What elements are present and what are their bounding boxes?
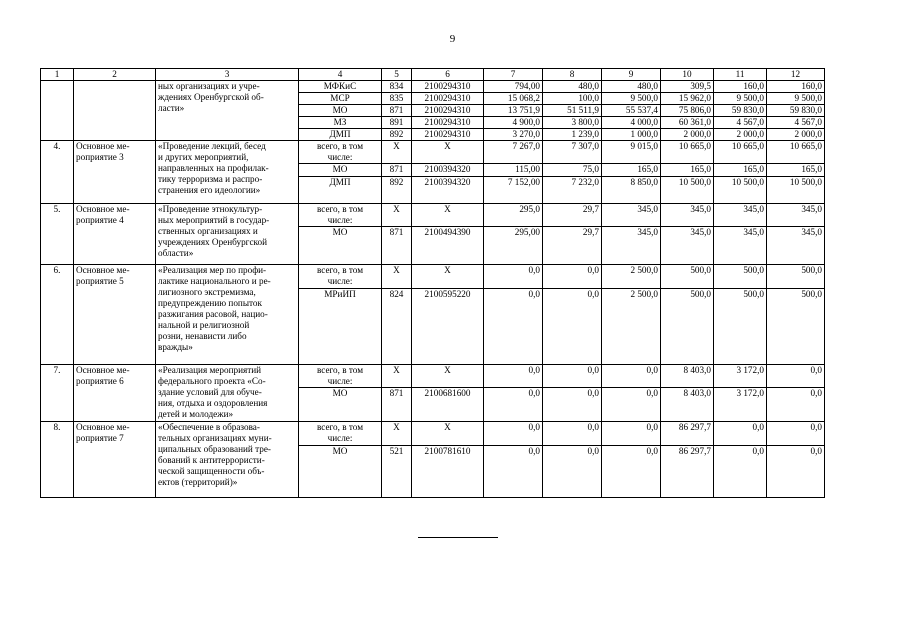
type-cell [74, 81, 156, 141]
code-cell: X [382, 265, 412, 289]
value-cell: 4 567,0 [767, 117, 825, 129]
value-cell: 500,0 [767, 289, 825, 365]
value-cell: 480,0 [543, 81, 602, 93]
budget-table [40, 68, 825, 498]
value-cell: 295,0 [484, 204, 543, 227]
value-cell: 9 500,0 [767, 93, 825, 105]
value-cell: 0,0 [543, 446, 602, 498]
table-row [41, 422, 825, 446]
value-cell: 0,0 [602, 446, 661, 498]
value-cell: 0,0 [484, 422, 543, 446]
value-cell: 500,0 [661, 265, 714, 289]
value-cell: 7 232,0 [543, 177, 602, 204]
column-number: 2 [74, 69, 156, 81]
code-cell: X [382, 422, 412, 446]
value-cell: 2 500,0 [602, 265, 661, 289]
table-row [41, 81, 825, 93]
value-cell: 0,0 [543, 289, 602, 365]
value-cell: 0,0 [767, 388, 825, 422]
total-label: всего, в том числе: [299, 265, 382, 289]
value-cell: 10 500,0 [767, 177, 825, 204]
value-cell: 4 567,0 [714, 117, 767, 129]
value-cell: 10 665,0 [714, 141, 767, 164]
table-row [41, 204, 825, 227]
value-cell: 86 297,7 [661, 446, 714, 498]
code-cell: 2100394320 [412, 164, 484, 177]
value-cell: 480,0 [602, 81, 661, 93]
code-cell: 835 [382, 93, 412, 105]
value-cell: 165,0 [767, 164, 825, 177]
value-cell: 345,0 [714, 227, 767, 265]
code-cell: 871 [382, 164, 412, 177]
value-cell: 7 152,00 [484, 177, 543, 204]
value-cell: 29,7 [543, 204, 602, 227]
code-cell: 834 [382, 81, 412, 93]
value-cell: 59 830,0 [714, 105, 767, 117]
value-cell: 86 297,7 [661, 422, 714, 446]
value-cell: 0,0 [484, 265, 543, 289]
value-cell: 51 511,9 [543, 105, 602, 117]
code-cell: 871 [382, 388, 412, 422]
value-cell: 345,0 [714, 204, 767, 227]
code-cell: X [412, 422, 484, 446]
value-cell: 345,0 [767, 227, 825, 265]
code-cell: 2100294310 [412, 129, 484, 141]
code-cell: 2100681600 [412, 388, 484, 422]
item-number: 6. [41, 265, 74, 365]
value-cell: 345,0 [602, 204, 661, 227]
value-cell: 9 500,0 [602, 93, 661, 105]
column-number: 10 [661, 69, 714, 81]
code-cell: 891 [382, 117, 412, 129]
value-cell: 345,0 [602, 227, 661, 265]
column-number: 11 [714, 69, 767, 81]
value-cell: 345,0 [767, 204, 825, 227]
value-cell: 2 000,0 [714, 129, 767, 141]
value-cell: 500,0 [767, 265, 825, 289]
column-number: 7 [484, 69, 543, 81]
item-number: 7. [41, 365, 74, 422]
value-cell: 1 239,0 [543, 129, 602, 141]
value-cell: 1 000,0 [602, 129, 661, 141]
value-cell: 8 403,0 [661, 388, 714, 422]
value-cell: 500,0 [661, 289, 714, 365]
value-cell: 309,5 [661, 81, 714, 93]
value-cell: 0,0 [767, 446, 825, 498]
code-cell: X [412, 265, 484, 289]
value-cell: 15 962,0 [661, 93, 714, 105]
code-cell: X [412, 141, 484, 164]
value-cell: 0,0 [484, 446, 543, 498]
item-type: Основное ме- роприятие 7 [74, 422, 156, 498]
name-cell: ных организациях и учре- ждениях Оренбургской об- ласти» [156, 81, 299, 141]
column-number: 6 [412, 69, 484, 81]
value-cell: 10 500,0 [714, 177, 767, 204]
value-cell: 165,0 [714, 164, 767, 177]
page-number: 9 [449, 33, 456, 45]
value-cell: 29,7 [543, 227, 602, 265]
code-cell: 2100394320 [412, 177, 484, 204]
value-cell: 0,0 [543, 422, 602, 446]
item-name: «Реализация мероприятий федерального проекта «Со- здание условий для обуче- ния, отдыха и оздоровления детей и молодежи» [156, 365, 299, 422]
value-cell: 7 307,0 [543, 141, 602, 164]
value-cell: 10 665,0 [767, 141, 825, 164]
item-number: 5. [41, 204, 74, 265]
code-cell: 2100494390 [412, 227, 484, 265]
executor-cell: МО [299, 227, 382, 265]
value-cell: 75 806,0 [661, 105, 714, 117]
executor-cell: ДМП [299, 129, 382, 141]
executor-cell: МСР [299, 93, 382, 105]
value-cell: 9 500,0 [714, 93, 767, 105]
code-cell: 2100294310 [412, 105, 484, 117]
value-cell: 295,00 [484, 227, 543, 265]
value-cell: 500,0 [714, 289, 767, 365]
footer-divider [418, 537, 498, 538]
item-name: «Обеспечение в образова- тельных организациях муни- ципальных образований тре- бований к антитеррористи- ческой защищенности объ- ектов (территорий)» [156, 422, 299, 498]
value-cell: 0,0 [714, 446, 767, 498]
code-cell: 2100781610 [412, 446, 484, 498]
value-cell: 3 270,0 [484, 129, 543, 141]
column-number: 9 [602, 69, 661, 81]
value-cell: 0,0 [602, 388, 661, 422]
value-cell: 59 830,0 [767, 105, 825, 117]
value-cell: 0,0 [484, 289, 543, 365]
num-cell [41, 81, 74, 141]
value-cell: 60 361,0 [661, 117, 714, 129]
executor-cell: МО [299, 105, 382, 117]
header-row [41, 69, 825, 81]
column-number: 3 [156, 69, 299, 81]
value-cell: 0,0 [543, 365, 602, 388]
value-cell: 7 267,0 [484, 141, 543, 164]
value-cell: 9 015,0 [602, 141, 661, 164]
value-cell: 0,0 [543, 265, 602, 289]
value-cell: 3 172,0 [714, 388, 767, 422]
total-label: всего, в том числе: [299, 422, 382, 446]
value-cell: 345,0 [661, 204, 714, 227]
value-cell: 165,0 [602, 164, 661, 177]
total-label: всего, в том числе: [299, 365, 382, 388]
column-number: 12 [767, 69, 825, 81]
item-type: Основное ме- роприятие 3 [74, 141, 156, 204]
code-cell: 871 [382, 227, 412, 265]
executor-cell: МРиИП [299, 289, 382, 365]
value-cell: 0,0 [767, 365, 825, 388]
value-cell: 345,0 [661, 227, 714, 265]
code-cell: X [382, 365, 412, 388]
code-cell: 2100595220 [412, 289, 484, 365]
value-cell: 4 000,0 [602, 117, 661, 129]
value-cell: 0,0 [602, 422, 661, 446]
value-cell: 13 751,9 [484, 105, 543, 117]
value-cell: 8 403,0 [661, 365, 714, 388]
column-number: 4 [299, 69, 382, 81]
value-cell: 75,0 [543, 164, 602, 177]
executor-cell: МО [299, 446, 382, 498]
value-cell: 10 665,0 [661, 141, 714, 164]
item-type: Основное ме- роприятие 6 [74, 365, 156, 422]
value-cell: 8 850,0 [602, 177, 661, 204]
executor-cell: МО [299, 388, 382, 422]
code-cell: 892 [382, 129, 412, 141]
executor-cell: ДМП [299, 177, 382, 204]
value-cell: 15 068,2 [484, 93, 543, 105]
value-cell: 3 800,0 [543, 117, 602, 129]
value-cell: 0,0 [484, 388, 543, 422]
code-cell: 824 [382, 289, 412, 365]
value-cell: 0,0 [543, 388, 602, 422]
table-row [41, 141, 825, 164]
code-cell: 521 [382, 446, 412, 498]
column-number: 1 [41, 69, 74, 81]
value-cell: 500,0 [714, 265, 767, 289]
value-cell: 0,0 [767, 422, 825, 446]
code-cell: 2100294310 [412, 81, 484, 93]
value-cell: 2 500,0 [602, 289, 661, 365]
value-cell: 115,00 [484, 164, 543, 177]
code-cell: 892 [382, 177, 412, 204]
item-number: 8. [41, 422, 74, 498]
code-cell: X [382, 204, 412, 227]
item-name: «Проведение этнокультур- ных мероприятий в государ- ственных организациях и учреждениях Оренбургской области» [156, 204, 299, 265]
code-cell: 2100294310 [412, 93, 484, 105]
code-cell: 2100294310 [412, 117, 484, 129]
table-row [41, 365, 825, 388]
value-cell: 0,0 [484, 365, 543, 388]
column-number: 5 [382, 69, 412, 81]
item-number: 4. [41, 141, 74, 204]
executor-cell: МЗ [299, 117, 382, 129]
code-cell: X [412, 204, 484, 227]
total-label: всего, в том числе: [299, 141, 382, 164]
column-number: 8 [543, 69, 602, 81]
item-name: «Реализация мер по профи- лактике национального и ре- лигиозного экстремизма, предупреждению попыток разжигания расовой, нацио- нальной и религиозной розни, ненависти либо вражды» [156, 265, 299, 365]
code-cell: 871 [382, 105, 412, 117]
value-cell: 2 000,0 [767, 129, 825, 141]
value-cell: 2 000,0 [661, 129, 714, 141]
executor-cell: МФКиС [299, 81, 382, 93]
code-cell: X [412, 365, 484, 388]
value-cell: 3 172,0 [714, 365, 767, 388]
value-cell: 0,0 [602, 365, 661, 388]
executor-cell: МО [299, 164, 382, 177]
item-type: Основное ме- роприятие 5 [74, 265, 156, 365]
value-cell: 4 900,0 [484, 117, 543, 129]
value-cell: 100,0 [543, 93, 602, 105]
total-label: всего, в том числе: [299, 204, 382, 227]
code-cell: X [382, 141, 412, 164]
item-name: «Проведение лекций, бесед и других мероприятий, направленных на профилак- тику терроризма и распро- странения его идеологии» [156, 141, 299, 204]
table-row [41, 265, 825, 289]
value-cell: 10 500,0 [661, 177, 714, 204]
value-cell: 794,00 [484, 81, 543, 93]
value-cell: 165,0 [661, 164, 714, 177]
value-cell: 160,0 [767, 81, 825, 93]
item-type: Основное ме- роприятие 4 [74, 204, 156, 265]
value-cell: 55 537,4 [602, 105, 661, 117]
value-cell: 0,0 [714, 422, 767, 446]
value-cell: 160,0 [714, 81, 767, 93]
